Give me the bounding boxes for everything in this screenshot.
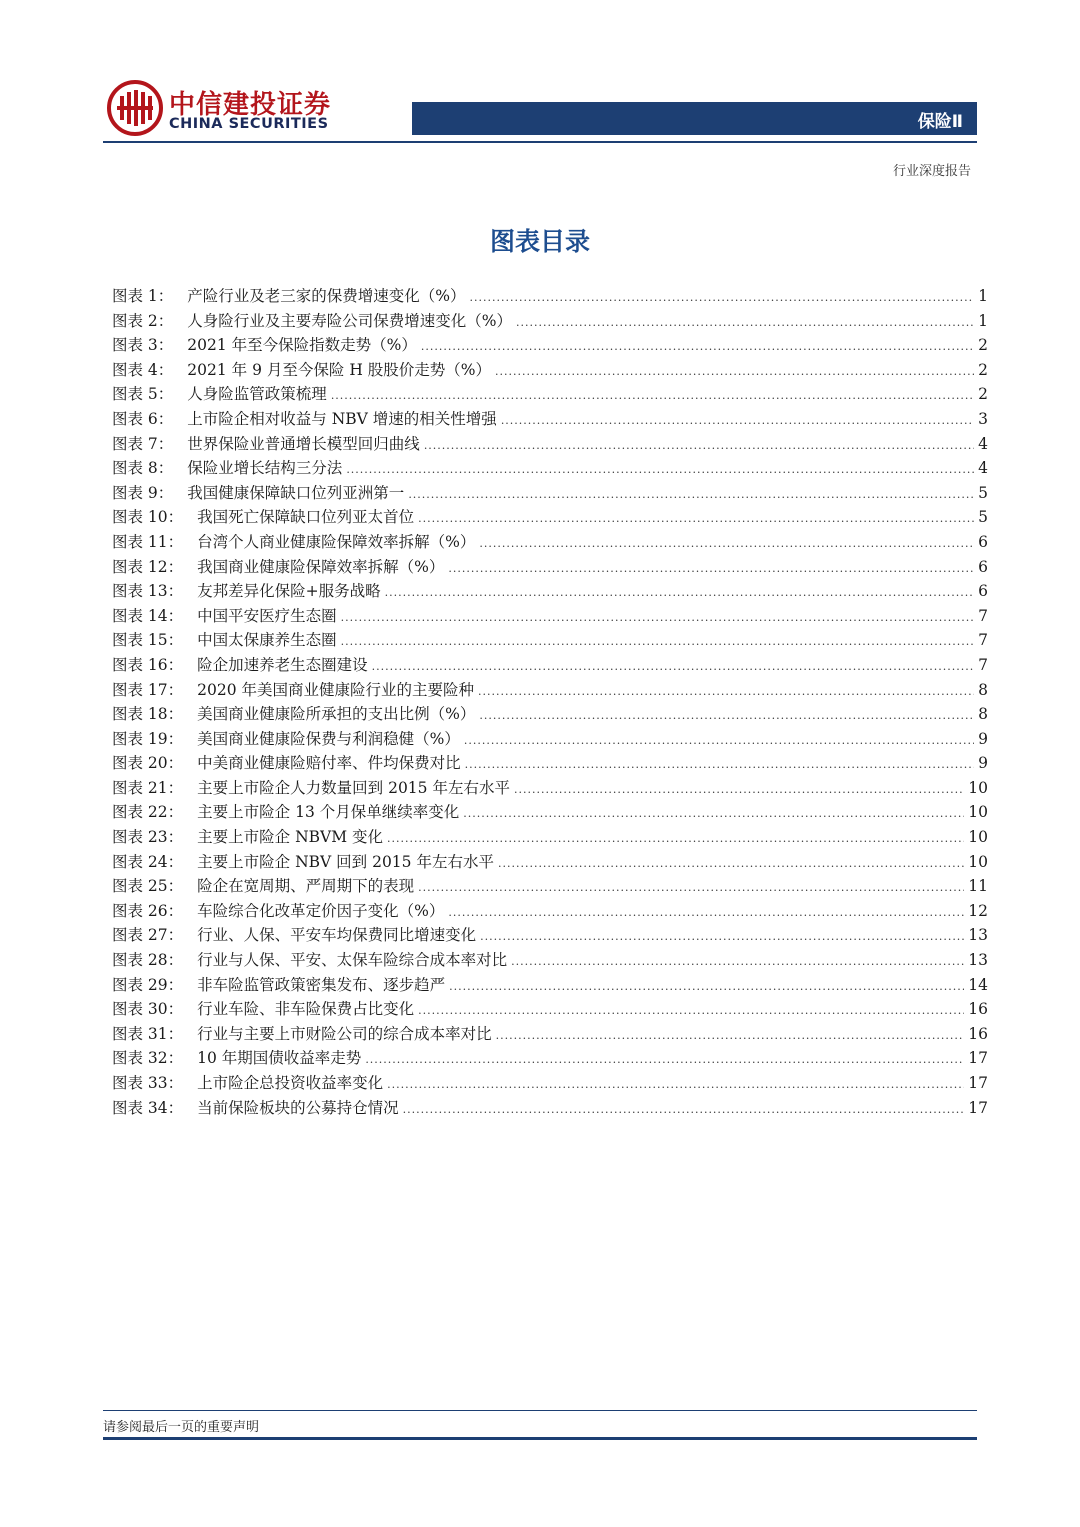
company-logo bbox=[107, 80, 347, 138]
toc-entry-title: 主要上市险企 NBVM 变化 bbox=[197, 828, 384, 847]
toc-entry-label: 图表 26： bbox=[112, 901, 184, 920]
toc-entry[interactable] bbox=[112, 874, 988, 899]
toc-leader-dots bbox=[418, 507, 974, 532]
sector-label: 保险Ⅱ bbox=[917, 112, 963, 132]
toc-entry-title: 非车险监管政策密集发布、逐步趋严 bbox=[197, 975, 446, 994]
toc-entry[interactable] bbox=[112, 899, 988, 924]
toc-entry-label: 图表 18： bbox=[112, 705, 184, 724]
toc-leader-dots bbox=[387, 1073, 964, 1098]
toc-entry-page-number: 7 bbox=[978, 606, 988, 625]
toc-leader-dots bbox=[464, 729, 974, 754]
toc-entry-title: 中国太保康养生态圈 bbox=[197, 631, 337, 650]
toc-leader-dots bbox=[341, 630, 974, 655]
toc-entry-title: 行业车险、非车险保费占比变化 bbox=[197, 1000, 415, 1019]
toc-entry-label: 图表 17： bbox=[112, 680, 184, 699]
toc-entry-page-number: 6 bbox=[978, 532, 988, 551]
toc-entry-page-number: 8 bbox=[978, 680, 988, 699]
toc-entry-label: 图表 23： bbox=[112, 828, 184, 847]
toc-entry-title: 险企加速养老生态圈建设 bbox=[197, 655, 368, 674]
footer-divider-thick bbox=[103, 1437, 977, 1440]
toc-entry[interactable] bbox=[112, 825, 988, 850]
toc-leader-dots bbox=[496, 1024, 965, 1049]
toc-entry-title: 我国健康保障缺口位列亚洲第一 bbox=[187, 483, 405, 502]
toc-entry[interactable] bbox=[112, 333, 988, 358]
toc-entry-page-number: 11 bbox=[968, 877, 988, 896]
toc-entry-label: 图表 16： bbox=[112, 655, 184, 674]
toc-leader-dots bbox=[331, 384, 974, 409]
footer-divider-thin bbox=[103, 1410, 977, 1411]
toc-entry-page-number: 9 bbox=[978, 754, 988, 773]
toc-entry-page-number: 5 bbox=[978, 483, 988, 502]
toc-entry-page-number: 8 bbox=[978, 705, 988, 724]
toc-entry-page-number: 10 bbox=[968, 852, 988, 871]
toc-entry-page-number: 10 bbox=[968, 828, 988, 847]
toc-entry[interactable] bbox=[112, 702, 988, 727]
toc-entry-title: 险企在宽周期、严周期下的表现 bbox=[197, 877, 415, 896]
toc-leader-dots bbox=[479, 532, 974, 557]
toc-entry-label: 图表 22： bbox=[112, 803, 184, 822]
toc-entry-page-number: 13 bbox=[968, 951, 988, 970]
toc-entry-title: 我国死亡保障缺口位列亚太首位 bbox=[197, 508, 415, 527]
toc-leader-dots bbox=[479, 704, 974, 729]
toc-entry[interactable] bbox=[112, 382, 988, 407]
report-type: 行业深度报告 bbox=[892, 164, 971, 179]
toc-entry-title: 中国平安医疗生态圈 bbox=[197, 606, 337, 625]
toc-entry-label: 图表 13： bbox=[112, 582, 184, 601]
toc-entry-label: 图表 21： bbox=[112, 778, 184, 797]
toc-entry[interactable] bbox=[112, 1071, 988, 1096]
toc-entry-page-number: 6 bbox=[978, 582, 988, 601]
toc-entry[interactable] bbox=[112, 579, 988, 604]
toc-entry-label: 图表 11： bbox=[112, 532, 184, 551]
toc-entry-title: 行业与人保、平安、太保车险综合成本率对比 bbox=[197, 951, 508, 970]
toc-entry[interactable] bbox=[112, 432, 988, 457]
toc-entry-page-number: 7 bbox=[978, 655, 988, 674]
toc-entry-label: 图表 24： bbox=[112, 852, 184, 871]
toc-entry-label: 图表 15： bbox=[112, 631, 184, 650]
toc-entry-page-number: 14 bbox=[968, 975, 988, 994]
toc-entry-page-number: 10 bbox=[968, 803, 988, 822]
toc-entry-page-number: 17 bbox=[968, 1074, 988, 1092]
header-divider bbox=[103, 141, 977, 143]
toc-entry-label: 图表 14： bbox=[112, 606, 184, 625]
toc-leader-dots bbox=[480, 925, 964, 950]
toc-entry-page-number: 16 bbox=[968, 1000, 988, 1019]
toc-entry-title: 行业与主要上市财险公司的综合成本率对比 bbox=[197, 1024, 492, 1043]
toc-entry-label: 图表 9： bbox=[112, 483, 174, 502]
toc-entry[interactable] bbox=[112, 973, 988, 998]
toc-entry-title: 车险综合化改革定价因子变化（%） bbox=[197, 901, 445, 920]
toc-entry-title: 美国商业健康险所承担的支出比例（%） bbox=[197, 705, 476, 724]
toc-leader-dots bbox=[372, 655, 974, 680]
toc-entry-title: 世界保险业普通增长模型回归曲线 bbox=[187, 434, 420, 453]
toc-leader-dots bbox=[418, 999, 964, 1024]
sector-banner bbox=[412, 102, 977, 135]
toc-entry-title: 10 年期国债收益率走势 bbox=[197, 1049, 362, 1068]
toc-entry-label: 图表 28： bbox=[112, 951, 184, 970]
table-of-figures bbox=[112, 284, 988, 1120]
toc-entry-page-number: 13 bbox=[968, 926, 988, 945]
toc-entry[interactable] bbox=[112, 653, 988, 678]
toc-entry[interactable] bbox=[112, 628, 988, 653]
toc-entry-label: 图表 4： bbox=[112, 360, 174, 379]
toc-entry-page-number: 6 bbox=[978, 557, 988, 576]
toc-entry-label: 图表 2： bbox=[112, 311, 174, 330]
toc-entry-label: 图表 33： bbox=[112, 1074, 184, 1092]
toc-entry[interactable] bbox=[112, 505, 988, 530]
toc-leader-dots bbox=[421, 335, 974, 360]
toc-leader-dots bbox=[516, 311, 974, 336]
toc-entry-title: 主要上市险企 NBV 回到 2015 年左右水平 bbox=[197, 852, 494, 871]
toc-entry-title: 人身险行业及主要寿险公司保费增速变化（%） bbox=[187, 311, 513, 330]
toc-leader-dots bbox=[424, 434, 974, 459]
toc-entry[interactable] bbox=[112, 776, 988, 801]
toc-leader-dots bbox=[346, 458, 974, 483]
toc-entry-label: 图表 12： bbox=[112, 557, 184, 576]
toc-entry-page-number: 17 bbox=[968, 1049, 988, 1068]
toc-leader-dots bbox=[495, 360, 974, 385]
toc-leader-dots bbox=[511, 950, 964, 975]
toc-entry-title: 中美商业健康险赔付率、件均保费对比 bbox=[197, 754, 461, 773]
toc-entry[interactable] bbox=[112, 751, 988, 776]
toc-leader-dots bbox=[498, 852, 964, 877]
toc-entry[interactable] bbox=[112, 456, 988, 481]
toc-entry[interactable] bbox=[112, 997, 988, 1022]
toc-entry-page-number: 7 bbox=[978, 631, 988, 650]
toc-leader-dots bbox=[470, 286, 975, 311]
toc-leader-dots bbox=[448, 557, 974, 582]
toc-entry-page-number: 2 bbox=[978, 385, 988, 404]
toc-entry-label: 图表 31： bbox=[112, 1024, 184, 1043]
toc-entry-title: 美国商业健康险保费与利润稳健（%） bbox=[197, 729, 460, 748]
toc-entry[interactable] bbox=[112, 850, 988, 875]
toc-entry-title: 我国商业健康险保障效率拆解（%） bbox=[197, 557, 445, 576]
toc-entry-label: 图表 25： bbox=[112, 877, 184, 896]
toc-entry-page-number: 2 bbox=[978, 360, 988, 379]
toc-entry-title: 主要上市险企人力数量回到 2015 年左右水平 bbox=[197, 778, 510, 797]
toc-leader-dots bbox=[385, 581, 974, 606]
toc-entry-page-number: 4 bbox=[978, 459, 988, 478]
toc-entry-title: 上市险企总投资收益率变化 bbox=[197, 1074, 384, 1092]
toc-leader-dots bbox=[465, 753, 974, 778]
toc-entry-page-number: 10 bbox=[968, 778, 988, 797]
toc-leader-dots bbox=[418, 876, 964, 901]
toc-entry[interactable] bbox=[112, 284, 988, 309]
toc-leader-dots bbox=[463, 802, 964, 827]
toc-entry[interactable] bbox=[112, 948, 988, 973]
toc-entry-title: 友邦差异化保险+服务战略 bbox=[197, 582, 381, 601]
toc-entry[interactable] bbox=[112, 481, 988, 506]
toc-entry-label: 图表 19： bbox=[112, 729, 184, 748]
toc-entry-title: 2020 年美国商业健康险行业的主要险种 bbox=[197, 680, 475, 699]
toc-entry-label: 图表 5： bbox=[112, 385, 174, 404]
toc-leader-dots bbox=[341, 606, 974, 631]
toc-entry-label: 图表 20： bbox=[112, 754, 184, 773]
toc-entry-page-number: 3 bbox=[978, 409, 988, 428]
toc-entry[interactable] bbox=[112, 1096, 988, 1121]
toc-entry-page-number: 1 bbox=[978, 287, 988, 305]
toc-entry[interactable] bbox=[112, 1046, 988, 1071]
toc-entry[interactable] bbox=[112, 800, 988, 825]
page-title: 图表目录 bbox=[489, 227, 590, 256]
logo-english-name: CHINA SECURITIES bbox=[169, 116, 329, 132]
toc-entry-page-number: 5 bbox=[978, 508, 988, 527]
toc-entry-label: 图表 10： bbox=[112, 508, 184, 527]
citic-logo-icon bbox=[107, 80, 163, 136]
toc-entry[interactable] bbox=[112, 407, 988, 432]
toc-entry-label: 图表 30： bbox=[112, 1000, 184, 1019]
toc-entry-label: 图表 32： bbox=[112, 1049, 184, 1068]
toc-entry-title: 台湾个人商业健康险保障效率拆解（%） bbox=[197, 532, 476, 551]
toc-entry-page-number: 2 bbox=[978, 336, 988, 355]
toc-entry-label: 图表 8： bbox=[112, 459, 174, 478]
toc-entry-title: 上市险企相对收益与 NBV 增速的相关性增强 bbox=[187, 409, 497, 428]
toc-leader-dots bbox=[514, 778, 964, 803]
toc-entry-label: 图表 7： bbox=[112, 434, 174, 453]
toc-leader-dots bbox=[365, 1048, 964, 1073]
toc-entry-label: 图表 27： bbox=[112, 926, 184, 945]
toc-entry[interactable] bbox=[112, 727, 988, 752]
toc-entry-title: 主要上市险企 13 个月保单继续率变化 bbox=[197, 803, 460, 822]
toc-entry-label: 图表 34： bbox=[112, 1098, 184, 1117]
footer-disclaimer-note: 请参阅最后一页的重要声明 bbox=[103, 1420, 260, 1435]
toc-entry-page-number: 1 bbox=[978, 311, 988, 330]
toc-entry-title: 当前保险板块的公募持仓情况 bbox=[197, 1098, 399, 1117]
toc-leader-dots bbox=[387, 827, 964, 852]
toc-entry[interactable] bbox=[112, 1022, 988, 1047]
toc-entry[interactable] bbox=[112, 604, 988, 629]
toc-entry-title: 人身险监管政策梳理 bbox=[187, 385, 327, 404]
toc-entry[interactable] bbox=[112, 678, 988, 703]
toc-leader-dots bbox=[408, 483, 974, 508]
logo-chinese-name: 中信建投证券 bbox=[169, 90, 332, 120]
toc-entry-title: 2021 年 9 月至今保险 H 股股价走势（%） bbox=[187, 360, 491, 379]
toc-entry-title: 产险行业及老三家的保费增速变化（%） bbox=[187, 287, 466, 305]
toc-leader-dots bbox=[449, 975, 964, 1000]
toc-entry-label: 图表 6： bbox=[112, 409, 174, 428]
toc-entry-label: 图表 3： bbox=[112, 336, 174, 355]
toc-entry-title: 2021 年至今保险指数走势（%） bbox=[187, 336, 417, 355]
toc-entry-page-number: 12 bbox=[968, 901, 988, 920]
toc-entry-title: 保险业增长结构三分法 bbox=[187, 459, 343, 478]
toc-leader-dots bbox=[478, 680, 974, 705]
toc-entry-title: 行业、人保、平安车均保费同比增速变化 bbox=[197, 926, 477, 945]
toc-entry[interactable] bbox=[112, 555, 988, 580]
toc-leader-dots bbox=[501, 409, 974, 434]
toc-entry-page-number: 4 bbox=[978, 434, 988, 453]
toc-entry-label: 图表 29： bbox=[112, 975, 184, 994]
toc-entry[interactable] bbox=[112, 358, 988, 383]
toc-entry-label: 图表 1： bbox=[112, 287, 174, 305]
toc-entry-page-number: 9 bbox=[978, 729, 988, 748]
toc-entry[interactable] bbox=[112, 530, 988, 555]
toc-entry[interactable] bbox=[112, 309, 988, 334]
toc-leader-dots bbox=[403, 1098, 965, 1123]
toc-entry[interactable] bbox=[112, 923, 988, 948]
toc-entry-page-number: 16 bbox=[968, 1024, 988, 1043]
toc-entry-page-number: 17 bbox=[968, 1098, 988, 1117]
toc-leader-dots bbox=[448, 901, 964, 926]
